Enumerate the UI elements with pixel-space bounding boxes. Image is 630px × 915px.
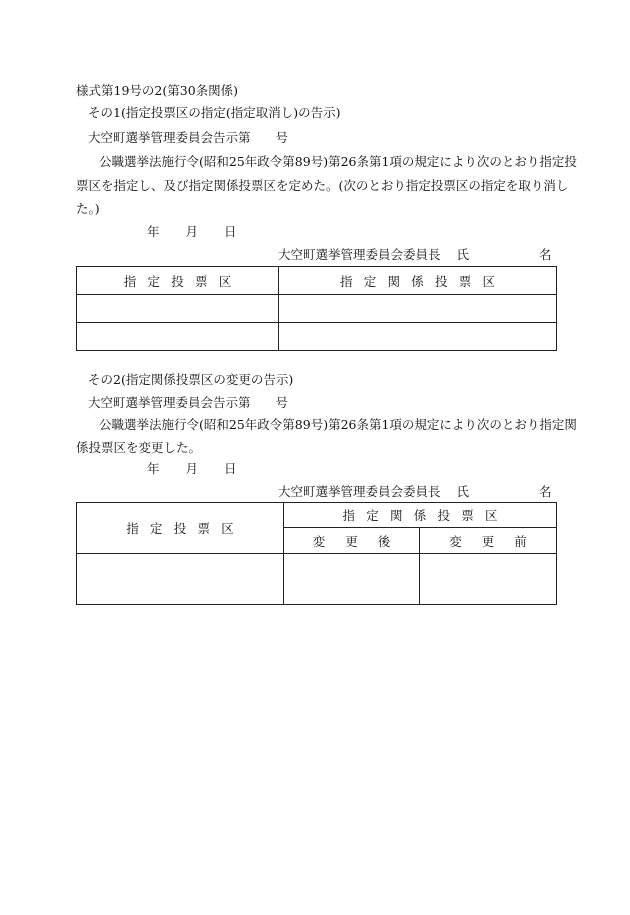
part1-body-line-2: 票区を指定し、及び指定関係投票区を定めた。(次のとおり指定投票区の指定を取り消し xyxy=(76,178,569,193)
table-row xyxy=(77,554,557,605)
signature-title: 大空町選挙管理委員会委員長 xyxy=(278,484,441,499)
part2-heading: その2(指定関係投票区の変更の告示) xyxy=(88,372,294,387)
signature-shi: 氏 xyxy=(456,484,470,499)
table-header-row xyxy=(77,267,557,295)
signature-shi: 氏 xyxy=(456,247,470,262)
table-header-row xyxy=(77,503,557,528)
table-cell[interactable] xyxy=(77,554,284,605)
table-cell[interactable] xyxy=(77,323,279,351)
header-designated-district: 指定投票区 xyxy=(77,503,284,554)
table-cell[interactable] xyxy=(279,295,557,323)
part1-date xyxy=(147,224,237,240)
part2-date xyxy=(147,461,237,477)
day-label: 日 xyxy=(224,224,237,239)
signature-title: 大空町選挙管理委員会委員長 xyxy=(278,247,441,262)
table-cell[interactable] xyxy=(279,323,557,351)
part2-notice-number: 大空町選挙管理委員会告示第 号 xyxy=(88,395,289,410)
part1-heading: その1(指定投票区の指定(指定取消し)の告示) xyxy=(88,105,341,120)
header-related-district: 指定関係投票区 xyxy=(279,267,557,295)
signature-mei: 名 xyxy=(539,484,552,499)
part1-signature xyxy=(278,247,552,263)
header-related-district: 指定関係投票区 xyxy=(284,503,557,528)
part1-body-line-3: た。) xyxy=(76,201,100,216)
part1-body-line-1: 公職選挙法施行令(昭和25年政令第89号)第26条第1項の規定により次のとおり指定投 xyxy=(99,154,577,169)
part2-table xyxy=(76,502,557,605)
header-before-change: 変更前 xyxy=(420,528,557,554)
day-label: 日 xyxy=(224,461,237,476)
table-cell[interactable] xyxy=(284,554,420,605)
year-label: 年 xyxy=(147,224,160,239)
signature-mei: 名 xyxy=(539,247,552,262)
table-row xyxy=(77,323,557,351)
part1-table xyxy=(76,266,557,351)
year-label: 年 xyxy=(147,461,160,476)
header-designated-district: 指定投票区 xyxy=(77,267,279,295)
part2-body-line-2: 係投票区を変更した。 xyxy=(76,440,202,455)
part2-body-line-1: 公職選挙法施行令(昭和25年政令第89号)第26条第1項の規定により次のとおり指定関 xyxy=(99,417,577,432)
part2-signature xyxy=(278,484,552,500)
table-cell[interactable] xyxy=(77,295,279,323)
form-title: 様式第19号の2(第30条関係) xyxy=(76,83,239,98)
header-after-change: 変更後 xyxy=(284,528,420,554)
month-label: 月 xyxy=(185,224,199,239)
table-cell[interactable] xyxy=(420,554,557,605)
table-row xyxy=(77,295,557,323)
month-label: 月 xyxy=(185,461,199,476)
part1-notice-number: 大空町選挙管理委員会告示第 号 xyxy=(88,130,289,145)
